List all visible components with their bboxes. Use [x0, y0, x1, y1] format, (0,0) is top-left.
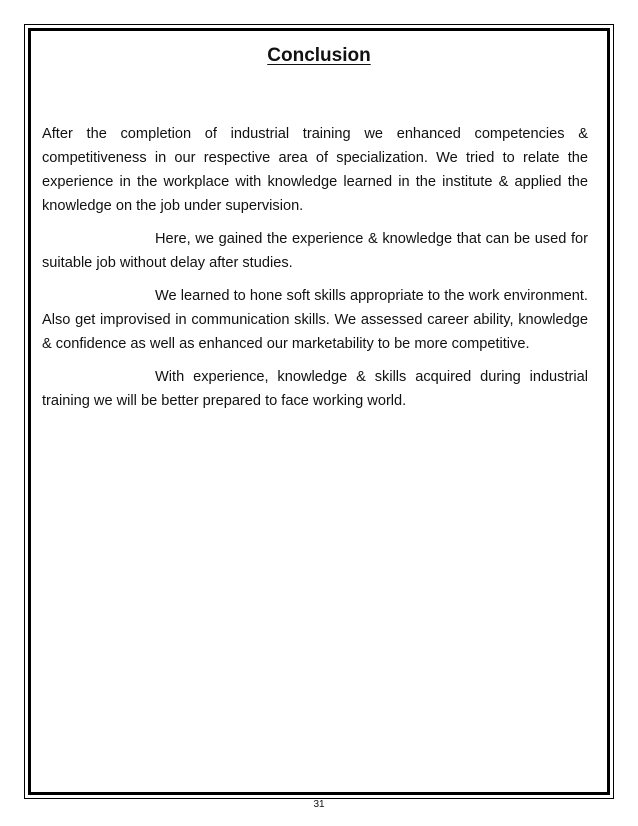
- page-number: 31: [313, 799, 325, 810]
- document-body: [42, 122, 588, 422]
- paragraph-soft-skills: We learned to hone soft skills appropriate to the work environment. Also get improvised in communication skills. We assessed career ability, knowledge & confidence as well as enhanced our marketability to be more competitive.: [42, 288, 588, 352]
- paragraph-intro: After the completion of industrial training we enhanced competencies & competitiveness in our respective area of specialization. We tried to relate the experience in the workplace with knowledge learned in the institute & applied the knowledge on the job under supervision.: [42, 126, 588, 214]
- paragraph-experience: Here, we gained the experience & knowledge that can be used for suitable job without delay after studies.: [42, 231, 588, 271]
- paragraph-closing: With experience, knowledge & skills acquired during industrial training we will be better prepared to face working world.: [42, 369, 588, 409]
- page-title: Conclusion: [267, 45, 371, 66]
